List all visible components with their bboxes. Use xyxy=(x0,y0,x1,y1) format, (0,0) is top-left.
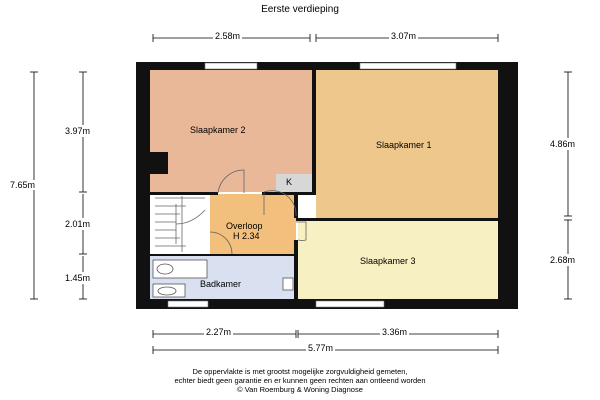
label-overloop-height: H 2.34 xyxy=(233,231,260,241)
dim-left-total: 7.65m xyxy=(10,180,36,190)
floor-title: Eerste verdieping xyxy=(261,4,339,15)
label-kast: K xyxy=(286,177,293,187)
room-kast[interactable] xyxy=(276,174,312,192)
dim-right-bottom: 2.68m xyxy=(550,255,576,265)
dim-bottom-left: 2.27m xyxy=(206,327,232,337)
dim-left-mid: 2.01m xyxy=(65,219,91,229)
label-slaapkamer-2: Slaapkamer 2 xyxy=(190,125,246,135)
label-badkamer: Badkamer xyxy=(200,279,242,289)
disclaimer-line-1: De oppervlakte is met grootst mogelijke zorgvuldigheid gemeten, xyxy=(192,367,408,376)
dim-right-top: 4.86m xyxy=(550,139,576,149)
dim-left-top: 3.97m xyxy=(65,126,91,136)
dim-bottom-right: 3.36m xyxy=(382,327,408,337)
label-slaapkamer-1: Slaapkamer 1 xyxy=(376,140,432,150)
dim-top-right: 3.07m xyxy=(391,31,417,41)
dim-top-left: 2.58m xyxy=(215,31,241,41)
dim-bottom-total: 5.77m xyxy=(308,343,334,353)
disclaimer-line-2: echter biedt geen garantie en er kunnen geen rechten aan ontleend worden xyxy=(174,376,426,385)
dim-left-bottom: 1.45m xyxy=(65,273,91,283)
disclaimer xyxy=(0,367,600,394)
label-overloop: Overloop xyxy=(226,221,263,231)
disclaimer-line-3: © Van Roemburg & Woning Diagnose xyxy=(237,385,363,394)
label-slaapkamer-3: Slaapkamer 3 xyxy=(360,256,416,266)
